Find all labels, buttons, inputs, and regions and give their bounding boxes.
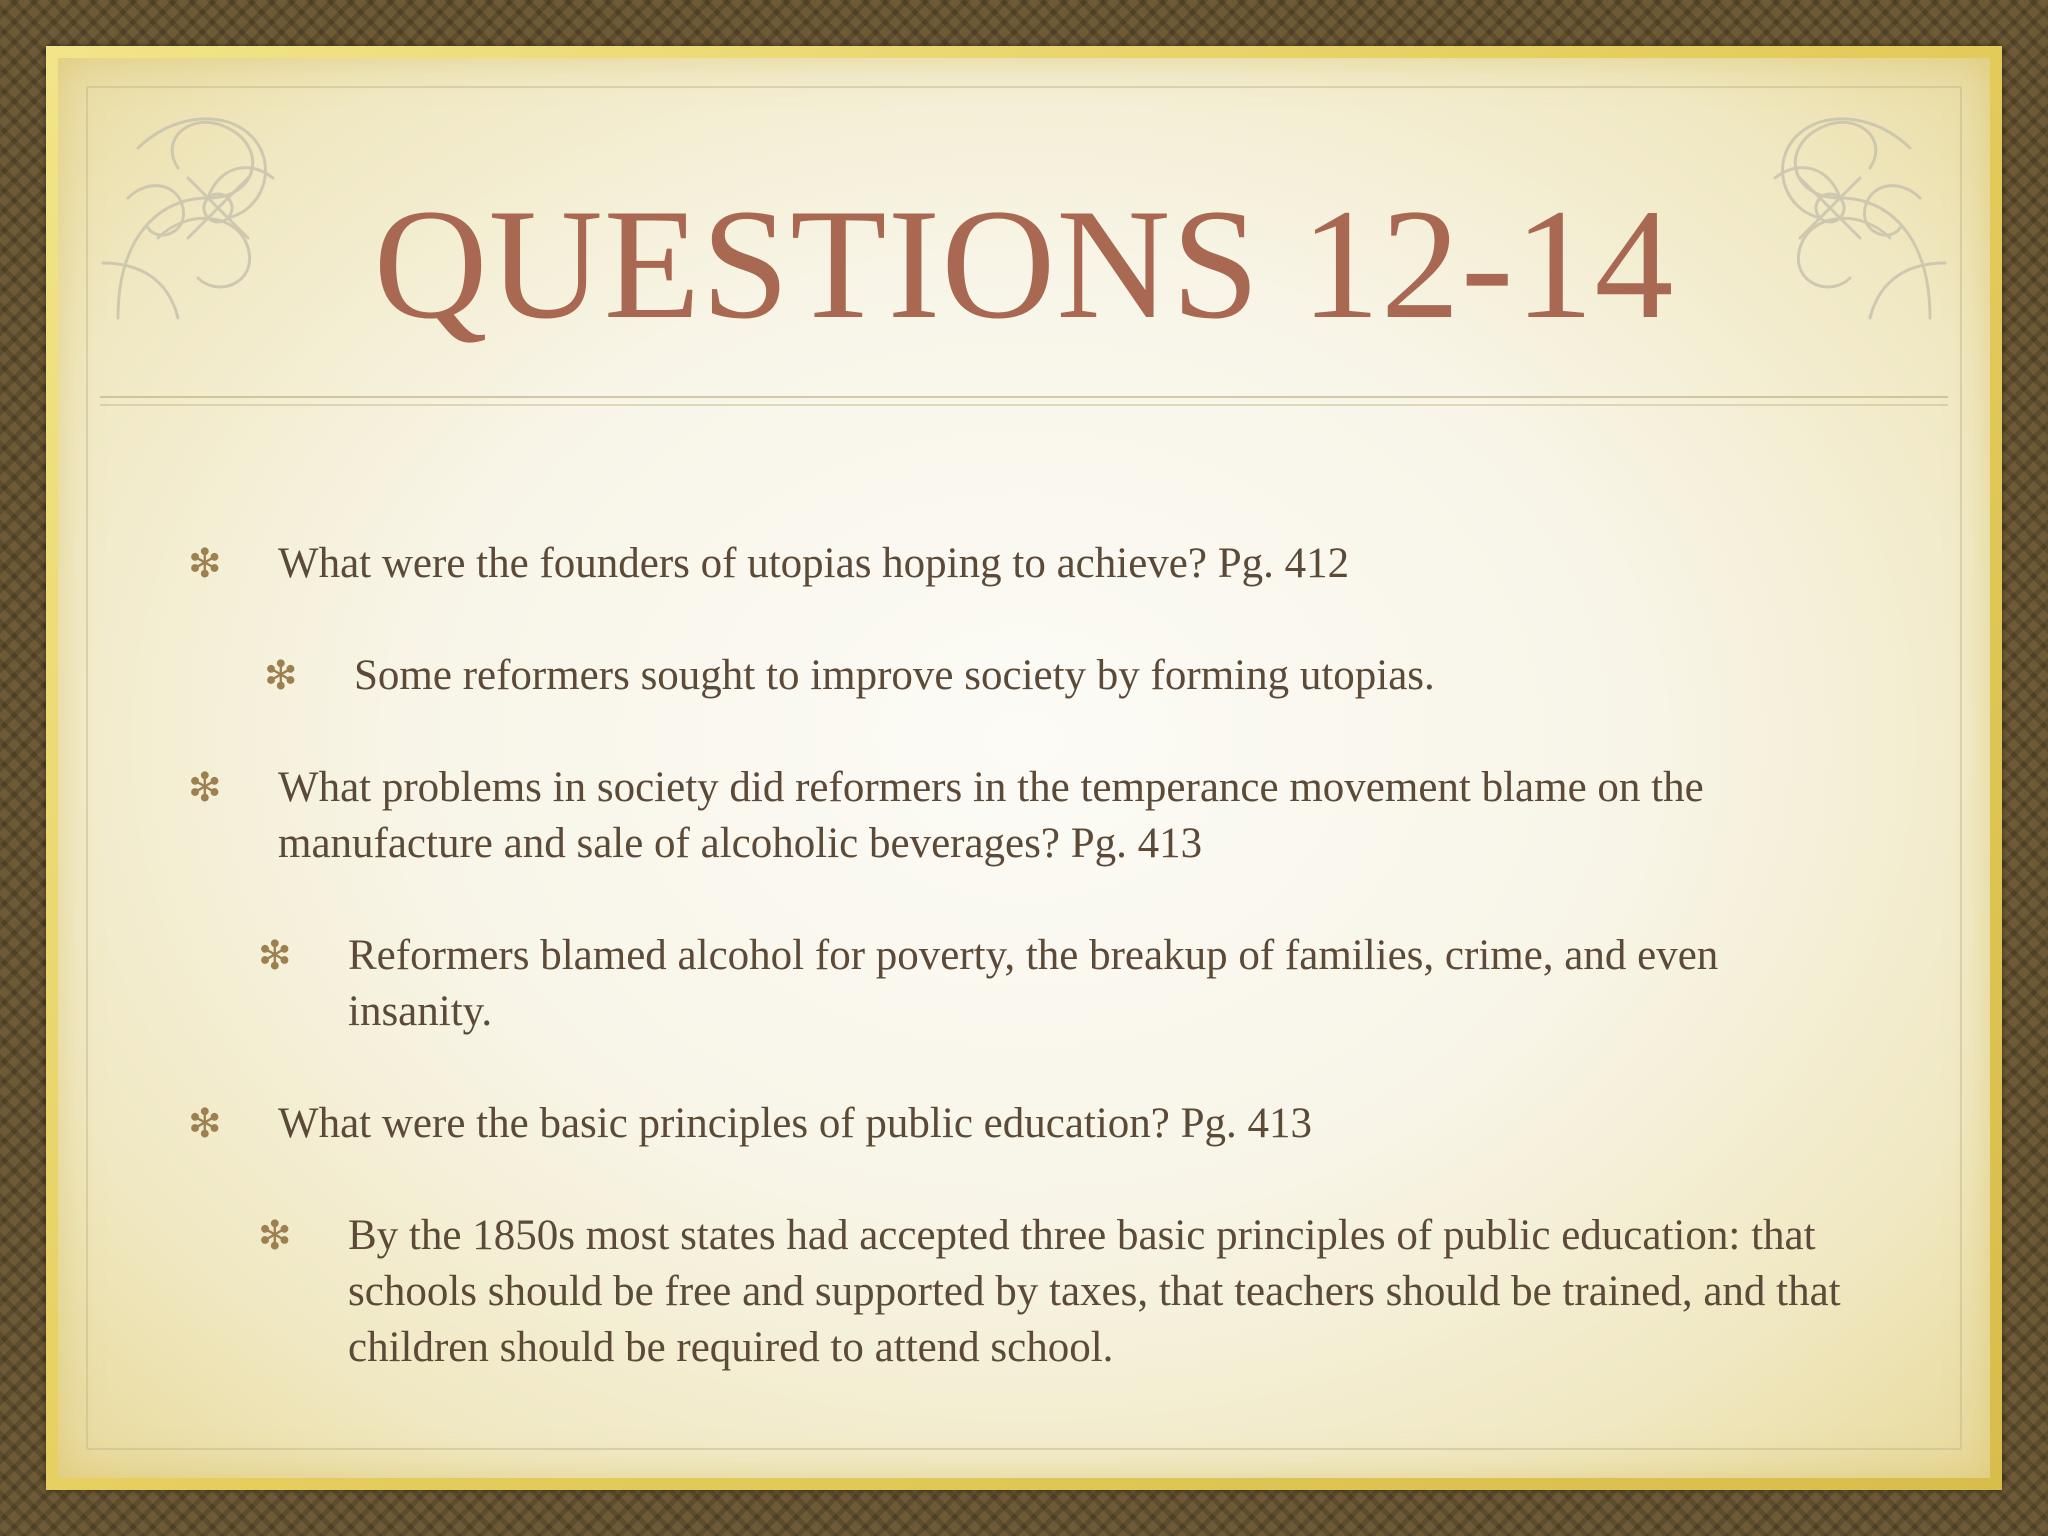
slide [58, 58, 1990, 1478]
question-item [188, 1096, 1838, 1152]
bullet-asterisk-icon: ❇ [258, 1213, 292, 1259]
title-divider [100, 396, 1948, 406]
answer-text: Some reformers sought to improve society by forming utopias. [354, 652, 1435, 699]
bullet-asterisk-icon: ❇ [188, 541, 222, 587]
answer-item [258, 928, 1848, 1040]
bullet-asterisk-icon: ❇ [188, 1101, 222, 1147]
question-text: What were the founders of utopias hoping to achieve? Pg. 412 [278, 540, 1350, 587]
answer-text: By the 1850s most states had accepted three basic principles of public education: that schools should be free and supported by taxes, that teachers should be trained, and that children should be required to attend school. [348, 1212, 1841, 1371]
bullet-asterisk-icon: ❇ [188, 765, 222, 811]
answer-text: Reformers blamed alcohol for poverty, the breakup of families, crime, and even insanity. [348, 932, 1719, 1035]
question-item [188, 760, 1878, 872]
question-text: What were the basic principles of public education? Pg. 413 [278, 1100, 1313, 1147]
bullet-asterisk-icon: ❇ [264, 653, 298, 699]
answer-item [264, 648, 1854, 704]
answer-item [258, 1208, 1858, 1376]
question-text: What problems in society did reformers in the temperance movement blame on the manufacture and sale of alcoholic beverages? Pg. 413 [278, 764, 1704, 867]
slide-title: QUESTIONS 12-14 [373, 177, 1675, 352]
question-item [188, 536, 1838, 592]
bullet-asterisk-icon: ❇ [258, 933, 292, 979]
